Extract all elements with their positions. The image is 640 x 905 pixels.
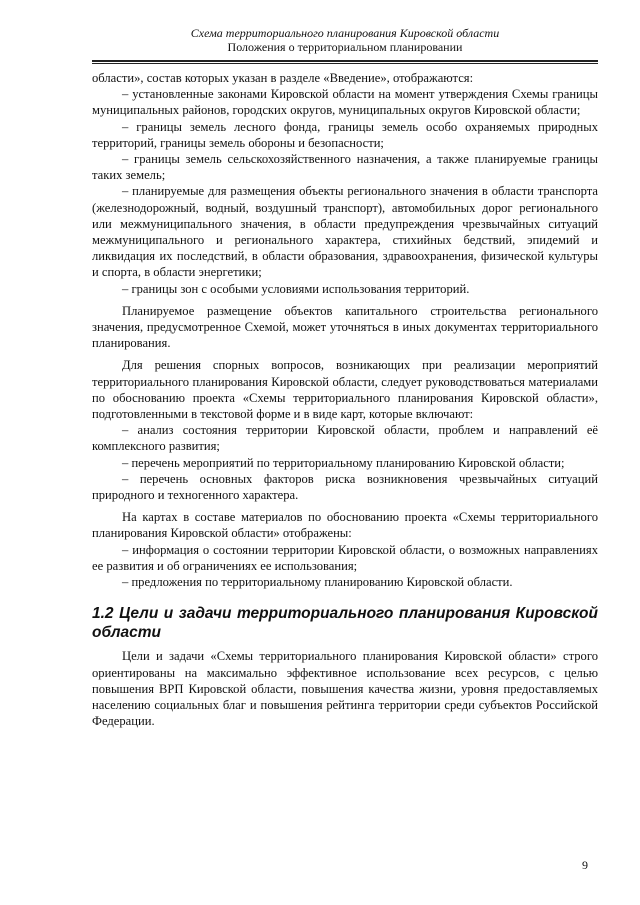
list-item: – анализ состояния территории Кировской области, проблем и направлений её комплексного развития; <box>92 423 598 454</box>
list-item: – информация о состоянии территории Кировской области, о возможных направлениях ее развития и об ограничениях ее использования; <box>92 542 598 573</box>
paragraph: Для решения спорных вопросов, возникающих при реализации мероприятий территориального планирования Кировской области, следует руководствоваться материалами по обоснованию проекта «Схемы территориального планирования Кировской области», подготовленными в текстовой форме и в виде карт, которые включают: <box>92 358 598 422</box>
paragraph: области», состав которых указан в разделе «Введение», отображаются: <box>92 71 474 85</box>
list-item: – границы земель лесного фонда, границы земель особо охраняемых природных территорий, границы земель обороны и безопасности; <box>92 119 598 150</box>
running-header <box>92 26 598 55</box>
list-item: – установленные законами Кировской области на момент утверждения Схемы границы муниципальных районов, городских округов, муниципальных округов Кировской области; <box>92 87 598 118</box>
list-item: – границы зон с особыми условиями использования территорий. <box>122 281 470 296</box>
list-item: – планируемые для размещения объекты регионального значения в области транспорта (железнодорожный, водный, воздушный транспорт), автомобильных дорог регионального или межмуниципального значения, в области предупреждения чрезвычайных ситуаций межмуниципального и регионального характера, стихийных бедствий, эпидемий и ликвидация их последствий, в области образования, здравоохранения, физической культуры и спорта, в области энергетики; <box>92 184 598 280</box>
header-subtitle: Положения о территориальном планировании <box>227 40 463 54</box>
header-rule <box>92 60 598 64</box>
page-number: 9 <box>582 858 588 872</box>
paragraph: Планируемое размещение объектов капитального строительства регионального значения, предусмотренное Схемой, может уточняться в иных документах территориального планирования. <box>92 303 598 351</box>
document-body <box>92 70 598 729</box>
list-item: – перечень основных факторов риска возникновения чрезвычайных ситуаций природного и техногенного характера. <box>92 471 598 503</box>
section-heading: 1.2 Цели и задачи территориального планирования Кировской области <box>92 605 598 642</box>
paragraph: Цели и задачи «Схемы территориального планирования Кировской области» строго ориентированы на максимально эффективное использование всех ресурсов, с целью повышения ВРП Кировской области, повышения качества жизни, уровня предоставляемых населению социальных благ и повышения рейтинга территории среди субъектов Российской Федерации. <box>92 649 598 729</box>
list-item: – предложения по территориальному планированию Кировской области. <box>122 575 513 590</box>
header-title: Схема территориального планирования Кировской области <box>190 26 500 40</box>
list-item: – перечень мероприятий по территориальному планированию Кировской области; <box>122 455 565 470</box>
list-item: – границы земель сельскохозяйственного назначения, а также планируемые границы таких земель; <box>92 152 598 183</box>
paragraph: На картах в составе материалов по обоснованию проекта «Схемы территориального планирования Кировской области» отображены: <box>92 510 598 541</box>
